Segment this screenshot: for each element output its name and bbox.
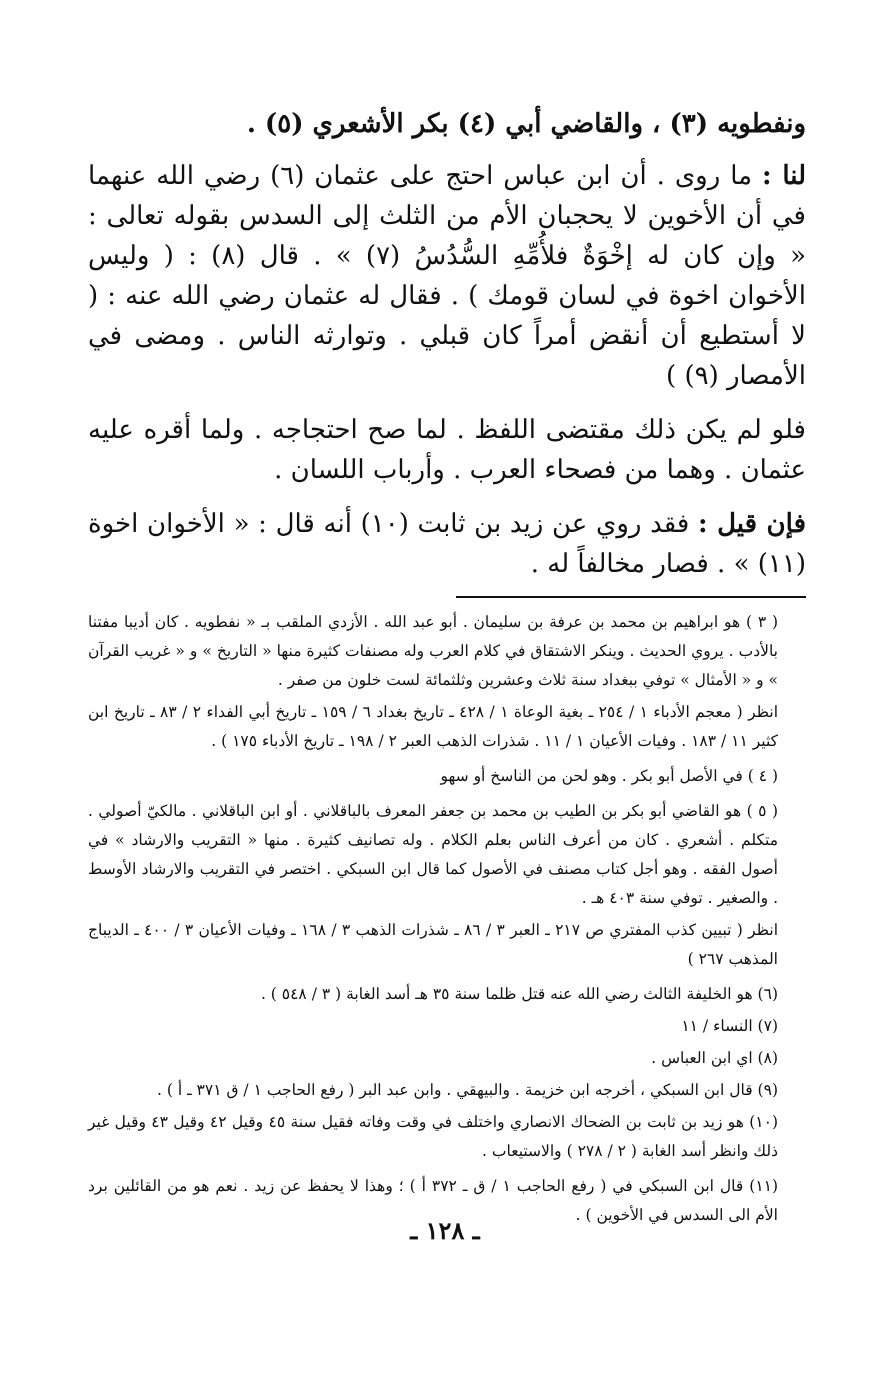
argument-paragraph (88, 156, 806, 396)
page-number: ـ ١٢٨ ـ (410, 1216, 480, 1245)
main-text (88, 104, 806, 584)
footnote-3-references: انظر ( معجم الأدباء ١ / ٢٥٤ ـ بغية الوعاة ١ / ٤٢٨ ـ تاريخ بغداد ٦ / ١٥٩ ـ تاريخ أبي الفداء ٢ / ٨٣ ـ تاريخ ابن كثير ١١ / ١٨٣ . وفيات الأعيان ١ / ١١ . شذرات الذهب العبر ٢ / ١٩٨ ـ تاريخ الأدباء ١٧٥ ) . (88, 703, 779, 750)
footnote-divider (456, 596, 806, 598)
objection-paragraph (88, 504, 806, 584)
footnote-11: (١١) قال ابن السبكي في ( رفع الحاجب ١ / ق ـ ٣٧٢ أ ) ؛ وهذا لا يحفظ عن زيد . نعم هو من القائلين برد الأم الى السدس في الأخوين ) . (88, 1177, 779, 1224)
footnote-3: ( ٣ ) هو ابراهيم بن محمد بن عرفة بن سليمان . أبو عبد الله . الأزدي الملقب بـ « نفطويه . كان أديبا مفتنا بالأدب . يروي الحديث . وينكر الاشتقاق في كلام العرب وله مصنفات كثيرة منها « التاريخ » و « غريب القرآن » و « الأمثال » توفي ببغداد سنة ثلاث وعشرين وثلثمائة لست خلون من صفر . (88, 613, 778, 689)
footnote-7: (٧) النساء / ١١ (681, 1017, 778, 1035)
footnote-4: ( ٤ ) في الأصل أبو بكر . وهو لحن من الناسخ أو سهو (440, 767, 778, 785)
footnote-10: (١٠) هو زيد بن ثابت بن الضحاك الانصاري واختلف في وقت وفاته فقيل سنة ٤٥ وقيل ٤٢ وقيل ٤٣ وقيل غير ذلك وانظر أسد الغابة ( ٢ / ٢٧٨ ) والاستيعاب . (88, 1113, 779, 1160)
footnote-5: ( ٥ ) هو القاضي أبو بكر بن الطيب بن محمد بن جعفر المعرف بالباقلاني . أو ابن الباقلاني . مالكيّ أصولي . متكلم . أشعري . كان من أعرف الناس بعلم الكلام . وله تصانيف كثيرة . منها « التقريب والارشاد » في أصول الفقه . وهو أجل كتاب مصنف في الأصول كما قال ابن السبكي . اختصر في التقريب والارشاد الأوسط . والصغير . توفي سنة ٤٠٣ هـ . (88, 802, 778, 907)
book-page (88, 104, 806, 1373)
footnote-5-references: انظر ( تبيين كذب المفتري ص ٢١٧ ـ العبر ٣ / ٨٦ ـ شذرات الذهب ٣ / ١٦٨ ـ وفيات الأعيان ٣ / ٤٠٠ ـ الديباج المذهب ٢٦٧ ) (88, 921, 779, 968)
footnotes (88, 608, 806, 1230)
footnote-8: (٨) اي ابن العباس . (651, 1049, 778, 1067)
opening-line: ونفطويه (٣) ، والقاضي أبي (٤) بكر الأشعري (٥) . (246, 109, 806, 139)
footnote-6: (٦) هو الخليفة الثالث رضي الله عنه قتل ظلما سنة ٣٥ هـ أسد الغابة ( ٣ / ٥٤٨ ) . (260, 985, 778, 1003)
footnote-9: (٩) قال ابن السبكي ، أخرجه ابن خزيمة . والبيهقي . وابن عبد البر ( رفع الحاجب ١ / ق ٣٧١ ـ أ ) . (157, 1081, 778, 1099)
objection-lead: فإن قيل : (698, 509, 806, 539)
objection-text: فقد روي عن زيد بن ثابت (١٠) أنه قال : « الأخوان اخوة (١١) » . فصار مخالفاً له . (88, 509, 806, 579)
conclusion-paragraph: فلو لم يكن ذلك مقتضى اللفظ . لما صح احتجاجه . ولما أقره عليه عثمان . وهما من فصحاء العرب . وأرباب اللسان . (88, 415, 806, 485)
argument-text: ما روى . أن ابن عباس احتج على عثمان (٦) رضي الله عنهما في أن الأخوين لا يحجبان الأم من الثلث إلى السدس بقوله تعالى : « وإن كان له إخْوَةٌ فلأُمِّهِ السُّدُسُ (٧) » . قال (٨) : ( وليس الأخوان اخوة في لسان قومك ) . فقال له عثمان رضي الله عنه : ( لا أستطيع أن أنقض أمراً كان قبلي . وتوارثه الناس . ومضى في الأمصار (٩) ) (88, 161, 806, 391)
argument-lead: لنا : (762, 161, 807, 191)
